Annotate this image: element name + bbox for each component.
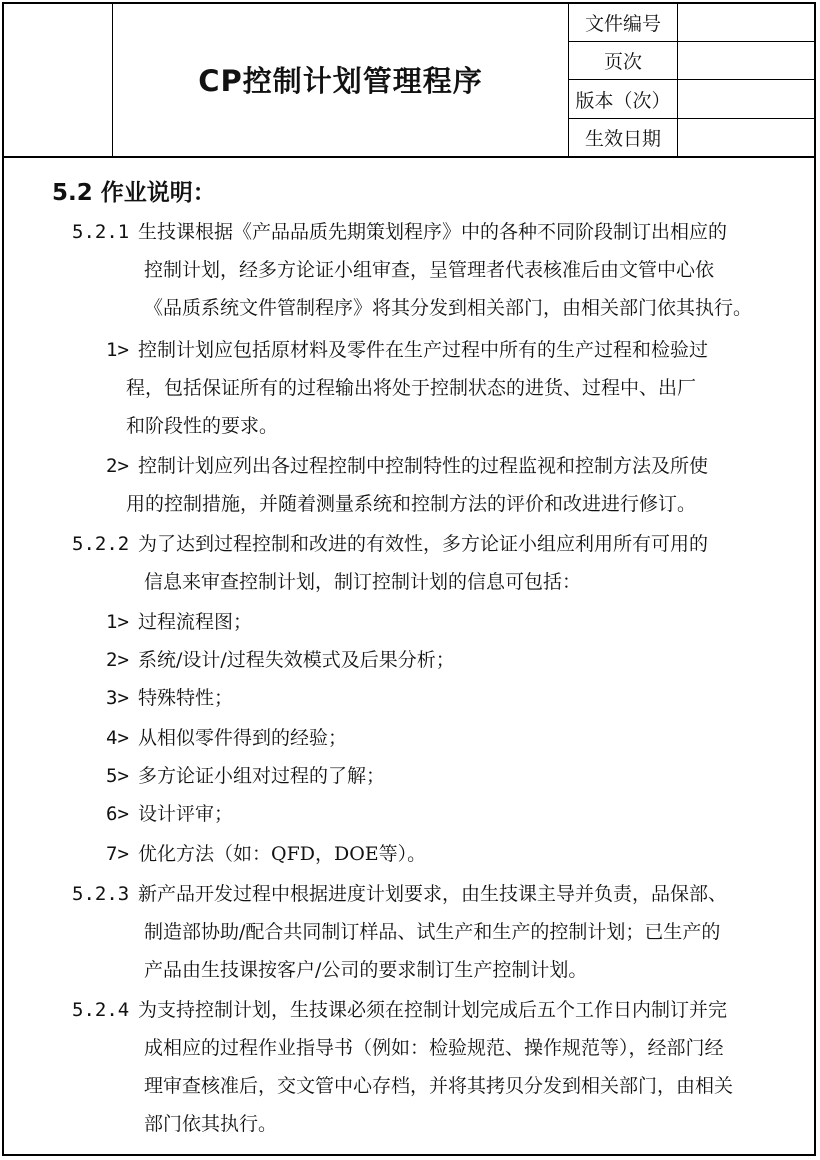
meta-label: 文件编号: [569, 4, 678, 42]
item-number: 6>: [106, 803, 129, 825]
item-number: 1>: [106, 611, 129, 633]
item-line: 程，包括保证所有的过程输出将处于控制状态的进货、过程中、出厂: [126, 377, 697, 399]
title-cell: [113, 4, 568, 156]
document-page: [2, 2, 816, 1156]
meta-row: [569, 80, 815, 118]
logo-cell: [4, 4, 113, 156]
item-line: 制造部协助/配合共同制订样品、试生产和生产的控制计划；已生产的: [144, 921, 721, 943]
meta-label: 版本（次）: [569, 80, 678, 118]
meta-value: [678, 4, 815, 42]
item-line: 优化方法（如：QFD，DOE等）。: [138, 843, 427, 865]
document-meta-table: [568, 4, 814, 156]
item-line: 控制计划应包括原材料及零件在生产过程中所有的生产过程和检验过: [138, 339, 709, 361]
item-line: 信息来审查控制计划，制订控制计划的信息可包括：: [144, 571, 582, 593]
item-line: 过程流程图；: [138, 611, 253, 633]
item-line: 控制计划，经多方论证小组审查，呈管理者代表核准后由文管中心依: [144, 259, 715, 281]
item-number: 5.2.1: [72, 221, 130, 243]
item-line: 控制计划应列出各过程控制中控制特性的过程监视和控制方法及所使: [138, 455, 709, 477]
meta-label: 生效日期: [569, 118, 678, 156]
item-line: 从相似零件得到的经验；: [138, 727, 348, 749]
meta-row: [569, 4, 815, 42]
item-line: 用的控制措施，并随着测量系统和控制方法的评价和改进进行修订。: [126, 493, 697, 515]
item-number: 3>: [106, 687, 129, 709]
item-number: 2>: [106, 455, 129, 477]
item-line: 《品质系统文件管制程序》将其分发到相关部门，由相关部门依其执行。: [144, 297, 753, 319]
document-header: [4, 4, 814, 158]
item-number: 4>: [106, 727, 129, 749]
item-number: 2>: [106, 649, 129, 671]
item-line: 设计评审；: [138, 803, 234, 825]
document-title: CP控制计划管理程序: [198, 63, 483, 98]
item-line: 和阶段性的要求。: [126, 415, 279, 437]
meta-row: [569, 42, 815, 80]
item-number: 5>: [106, 765, 129, 787]
item-line: 特殊特性；: [138, 687, 234, 709]
meta-value: [678, 118, 815, 156]
item-line: 生技课根据《产品品质先期策划程序》中的各种不同阶段制订出相应的: [138, 221, 728, 243]
meta-label: 页次: [569, 42, 678, 80]
item-line: 成相应的过程作业指导书（例如：检验规范、操作规范等），经部门经: [144, 1037, 724, 1059]
item-line: 为支持控制计划，生技课必须在控制计划完成后五个工作日内制订并完: [138, 999, 728, 1021]
meta-value: [678, 42, 815, 80]
meta-value: [678, 80, 815, 118]
item-line: 新产品开发过程中根据进度计划要求，由生技课主导并负责，品保部、: [138, 883, 728, 905]
item-number: 1>: [106, 339, 129, 361]
item-line: 部门依其执行。: [144, 1113, 278, 1135]
item-number: 5.2.3: [72, 883, 130, 905]
meta-row: [569, 118, 815, 156]
item-number: 7>: [106, 843, 129, 865]
item-number: 5.2.4: [72, 999, 130, 1021]
item-line: 产品由生技课按客户/公司的要求制订生产控制计划。: [144, 959, 588, 981]
item-line: 多方论证小组对过程的了解；: [138, 765, 386, 787]
item-number: 5.2.2: [72, 533, 130, 555]
item-line: 为了达到过程控制和改进的有效性，多方论证小组应利用所有可用的: [138, 533, 709, 555]
item-line: 理审查核准后，交文管中心存档，并将其拷贝分发到相关部门，由相关: [144, 1075, 734, 1097]
section-title: 5.2 作业说明：: [52, 180, 216, 206]
item-line: 系统/设计/过程失效模式及后果分析；: [138, 649, 455, 671]
